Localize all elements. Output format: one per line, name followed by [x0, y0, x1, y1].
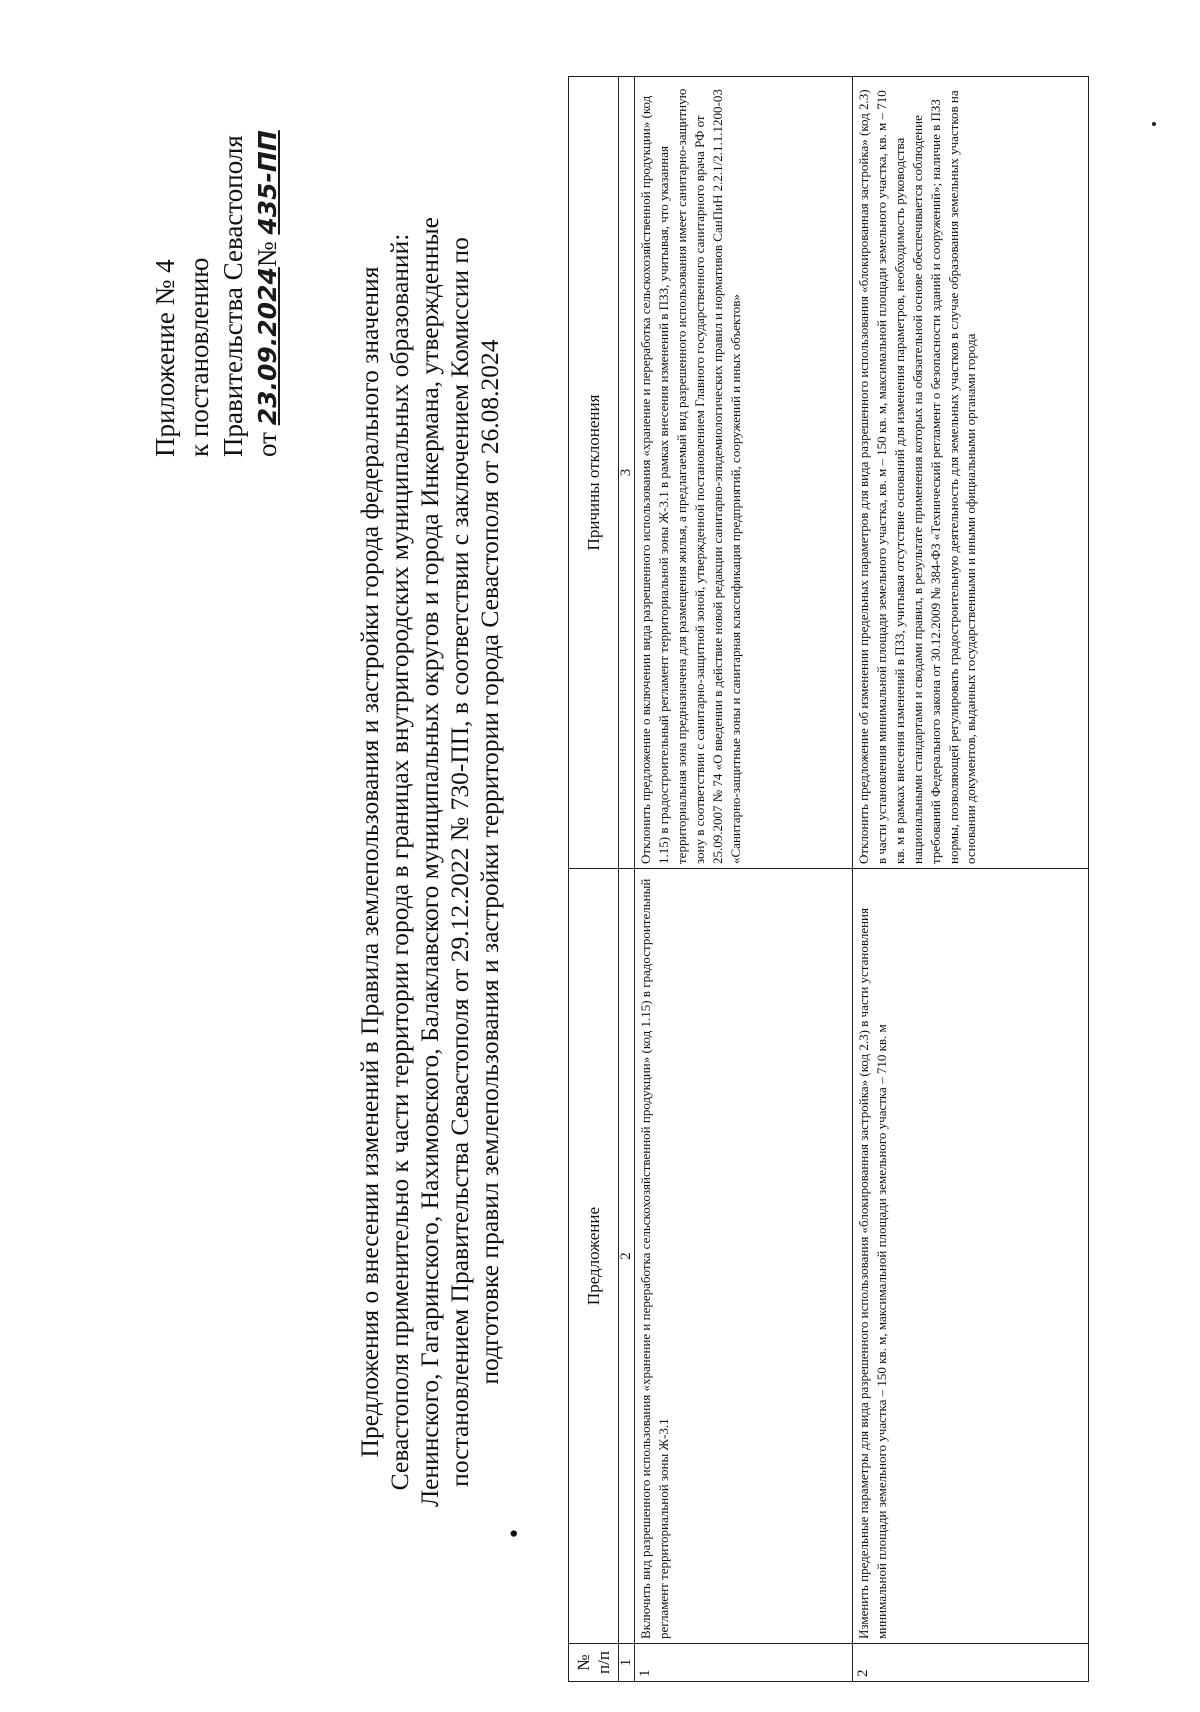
- document-title: [355, 182, 505, 1542]
- title-line: постановлением Правительства Севастополя от 29.12.2022 № 730-ПП, в соответствии с заключением Комиссии по: [445, 237, 474, 1487]
- number-label: №: [252, 234, 282, 268]
- title-line: подготовке правил землепользования и застройки территории города Севастополя от 26.08.2024: [475, 339, 504, 1385]
- column-header-reason: Причины отклонения: [569, 77, 619, 869]
- title-line: Ленинского, Гагаринского, Нахимовского, Балаклавского муниципальных округов и города Инкермана, утвержденные: [415, 217, 444, 1507]
- row-number: 1: [635, 1644, 853, 1682]
- table-row: [635, 77, 853, 1682]
- proposals-table: [568, 76, 1089, 1682]
- appendix-to-resolution: к постановлению: [184, 257, 214, 457]
- row-number: 2: [853, 1644, 1089, 1682]
- margin-mark: •: [503, 1527, 528, 1540]
- reason-cell: Отклонить предложение об изменении предельных параметров для вида разрешенного использования «блокированная застройка» (код 2.3) в части установления минимальной площади земельного участка, кв. м – 150 кв. м, максимальной площади земельного участка, кв. м – 710 кв. м в рамках внесения изменений в ПЗЗ, учитывая отсутствие оснований для изменения параметров, необходимость руководства национальными стандартами и сводами правил, в результате применения которых на обязательной основе обеспечивается соблюдение требований Федерального закона от 30.12.2009 № 384-ФЗ «Технический регламент о безопасности зданий и сооружений»; наличие в ПЗЗ нормы, позволяющей регулировать градостроительную деятельность для земельных участков в случае образования земельных участков на основании документов, выданных государственными и иными официальными органами города: [853, 77, 1089, 869]
- reason-cell: Отклонить предложение о включении вида разрешенного использования «хранение и переработка сельскохозяйственной продукции» (код 1.15) в градостроительный регламент территориальной зоны Ж-3.1 в рамках внесения изменений в ПЗЗ, учитывая, что указанная территориальная зона предназначена для размещения жилья, а предлагаемый вид разрешенного использования имеет санитарно-защитную зону в соответствии с санитарно-защитной зоной, утвержденной постановлением Главного государственного санитарного врача РФ от 25.09.2007 № 74 «О введении в действие новой редакции санитарно-эпидемиологических правил и нормативов СанПиН 2.2.1/2.1.1.1200-03 «Санитарно-защитные зоны и санитарная классификация предприятий, сооружений и иных объектов»: [635, 77, 853, 869]
- column-number: 2: [619, 869, 635, 1644]
- table-header-row: [569, 77, 619, 1682]
- title-line: Севастополя применительно к части территории города в границах внутригородских муниципальных образований:: [385, 233, 414, 1491]
- column-number-row: [619, 77, 635, 1682]
- proposal-cell: Изменить предельные параметры для вида разрешенного использования «блокированная застройка» (код 2.3) в части установления минимальной площади земельного участка – 150 кв. м, максимальной площади земельного участка – 710 кв. м: [853, 869, 1089, 1644]
- proposal-cell: Включить вид разрешенного использования «хранение и переработка сельскохозяйственной продукции» (код 1.15) в градостроительный регламент территориальной зоны Ж-3.1: [635, 869, 853, 1644]
- column-header-proposal: Предложение: [569, 869, 619, 1644]
- column-number: 1: [619, 1644, 635, 1682]
- title-line: Предложения о внесении изменений в Правила землепользования и застройки города федерального значения: [355, 266, 384, 1458]
- handwritten-date: 23.09.2024: [253, 267, 282, 426]
- handwritten-number: 435-ПП: [253, 130, 282, 235]
- appendix-government: Правительства Севастополя: [218, 135, 248, 457]
- appendix-number: Приложение № 4: [150, 259, 180, 457]
- scan-speck: [1152, 122, 1156, 126]
- appendix-header: [148, 37, 285, 457]
- table-row: [853, 77, 1089, 1682]
- date-prefix: от: [252, 425, 282, 457]
- column-header-number: № п/п: [569, 1644, 619, 1682]
- column-number: 3: [619, 77, 635, 869]
- appendix-date-number: [250, 37, 285, 457]
